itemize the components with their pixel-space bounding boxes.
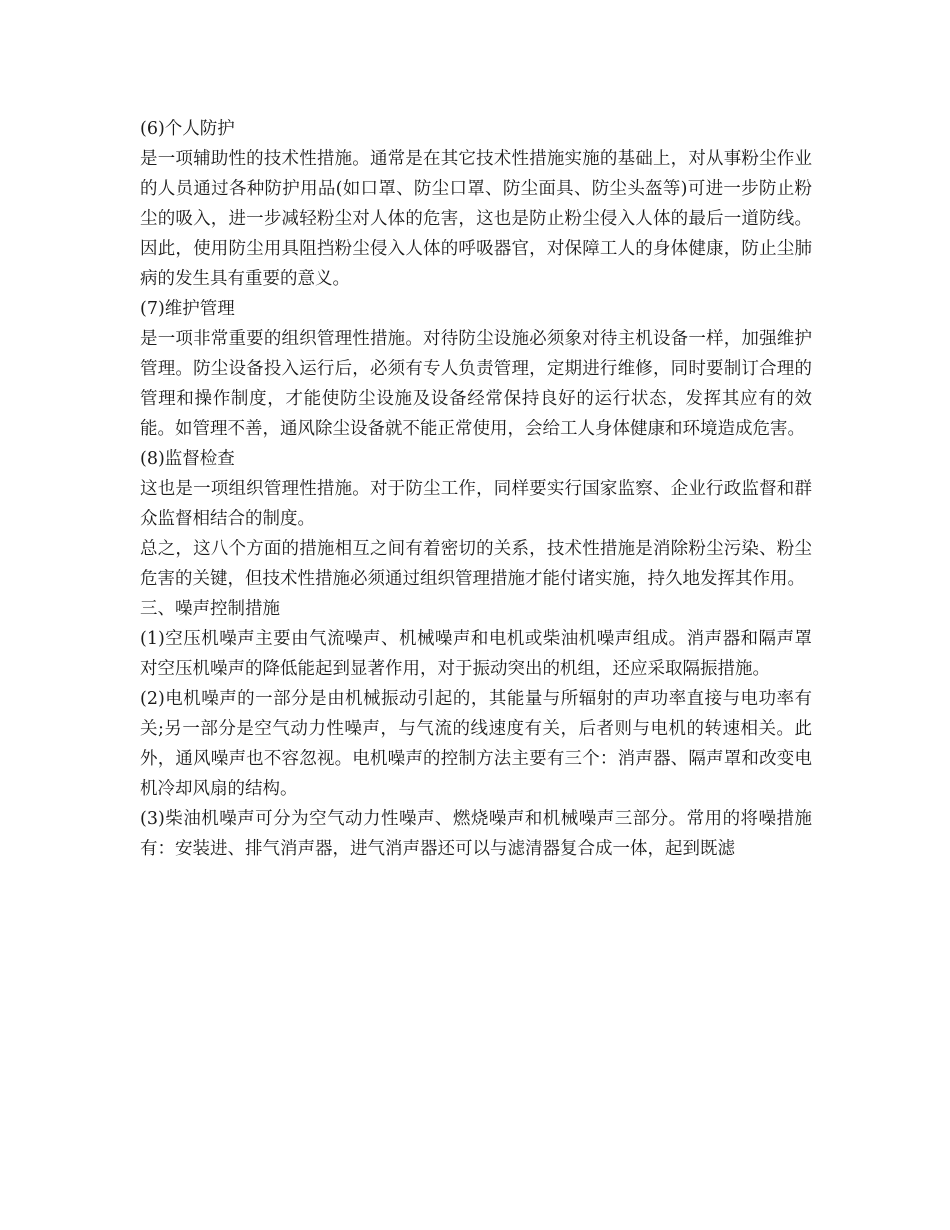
noise-control-heading: 三、噪声控制措施 [140,599,280,619]
noise-item-2: (2)电机噪声的一部分是由机械振动引起的，其能量与所辐射的声功率直接与电功率有关;另一部分是空气动力性噪声，与气流的线速度有关，后者则与电机的转速相关。此外，通风噪声也不容忽视。电机噪声的控制方法主要有三个：消声器、隔声罩和改变电机冷却风扇的结构。 [140,689,812,799]
section-6-heading: (6)个人防护 [140,119,235,139]
section-7-heading: (7)维护管理 [140,299,235,319]
summary-paragraph: 总之，这八个方面的措施相互之间有着密切的关系，技术性措施是消除粉尘污染、粉尘危害的关键，但技术性措施必须通过组织管理措施才能付诸实施，持久地发挥其作用。 [140,539,812,589]
section-8-heading: (8)监督检查 [140,449,235,469]
section-6-body: 是一项辅助性的技术性措施。通常是在其它技术性措施实施的基础上，对从事粉尘作业的人员通过各种防护用品(如口罩、防尘口罩、防尘面具、防尘头盔等)可进一步防止粉尘的吸入，进一步减轻粉尘对人体的危害，这也是防止粉尘侵入人体的最后一道防线。因此，使用防尘用具阻挡粉尘侵入人体的呼吸器官，对保障工人的身体健康，防止尘肺病的发生具有重要的意义。 [140,149,812,289]
section-8-body: 这也是一项组织管理性措施。对于防尘工作，同样要实行国家监察、企业行政监督和群众监督相结合的制度。 [140,479,812,529]
noise-item-1: (1)空压机噪声主要由气流噪声、机械噪声和电机或柴油机噪声组成。消声器和隔声罩对空压机噪声的降低能起到显著作用，对于振动突出的机组，还应采取隔振措施。 [140,629,812,679]
document-page [140,114,812,864]
section-7-body: 是一项非常重要的组织管理性措施。对待防尘设施必须象对待主机设备一样，加强维护管理。防尘设备投入运行后，必须有专人负责管理，定期进行维修，同时要制订合理的管理和操作制度，才能使防尘设施及设备经常保持良好的运行状态，发挥其应有的效能。如管理不善，通风除尘设备就不能正常使用，会给工人身体健康和环境造成危害。 [140,329,812,439]
noise-item-3: (3)柴油机噪声可分为空气动力性噪声、燃烧噪声和机械噪声三部分。常用的将噪措施有：安装进、排气消声器，进气消声器还可以与滤清器复合成一体，起到既滤 [140,809,812,859]
